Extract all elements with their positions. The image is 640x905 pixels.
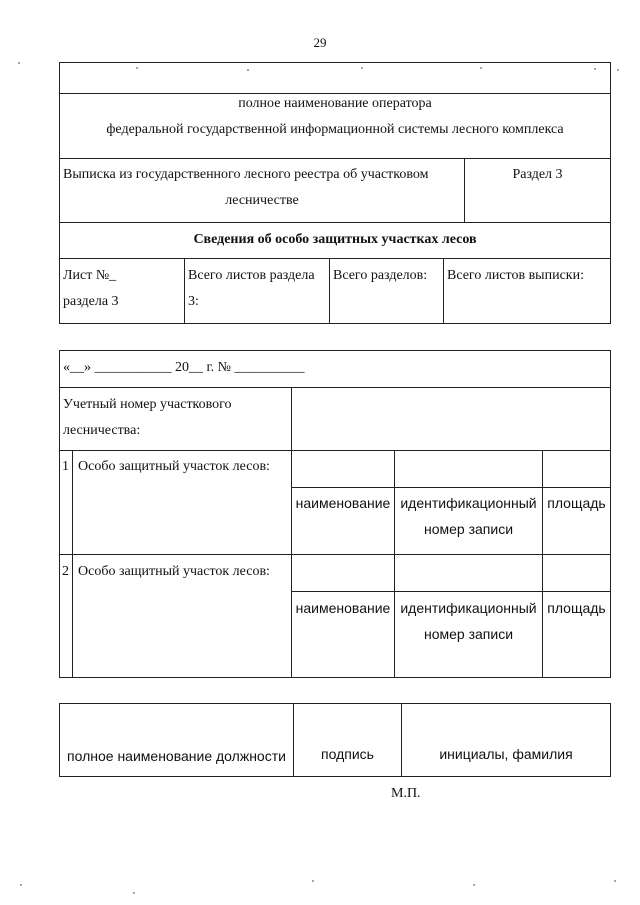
total-sheets-section-line1: Всего листов раздела (188, 268, 315, 283)
signature-sign-label: подпись (321, 746, 374, 762)
stamp-placeholder: М.П. (391, 786, 421, 801)
total-sections-label: Всего разделов: (333, 268, 428, 283)
row-label: Особо защитный участок лесов: (78, 564, 270, 579)
column-id-label-line1: идентификационный (400, 495, 537, 511)
sheet-number-line1: Лист №_ (63, 268, 117, 283)
account-number-label-line2: лесничества: (63, 423, 141, 438)
row-label: Особо защитный участок лесов: (78, 459, 270, 474)
column-id-label-line2: номер записи (423, 521, 514, 537)
extract-title-line2: лесничестве (225, 193, 299, 208)
column-area-label: площадь (547, 495, 606, 511)
section-label: Раздел 3 (512, 167, 563, 182)
signature-position-label: полное наименование должности (67, 748, 286, 764)
column-area-label: площадь (547, 600, 606, 616)
extract-title-line1: Выписка из государственного лесного реестра об участковом (63, 167, 429, 182)
column-id-label-line2: номер записи (423, 626, 514, 642)
account-number-label-line1: Учетный номер участкового (63, 397, 232, 412)
page-number: 29 (313, 35, 327, 50)
total-sheets-section-line2: 3: (188, 294, 199, 309)
total-sheets-extract-label: Всего листов выписки: (447, 268, 584, 283)
column-id-label-line1: идентификационный (400, 600, 537, 616)
row-index: 2 (62, 564, 69, 579)
record-date-line: «__» ___________ 20__ г. № __________ (63, 360, 305, 375)
operator-name-line1: полное наименование оператора (238, 96, 432, 111)
section-subtitle: Сведения об особо защитных участках лесов (193, 232, 477, 247)
column-name-label: наименование (295, 600, 391, 616)
sheet-number-line2: раздела 3 (63, 294, 119, 309)
column-name-label: наименование (295, 495, 391, 511)
signature-name-label: инициалы, фамилия (439, 746, 573, 762)
operator-name-line2: федеральной государственной информационной системы лесного комплекса (106, 122, 564, 137)
row-index: 1 (62, 459, 69, 474)
